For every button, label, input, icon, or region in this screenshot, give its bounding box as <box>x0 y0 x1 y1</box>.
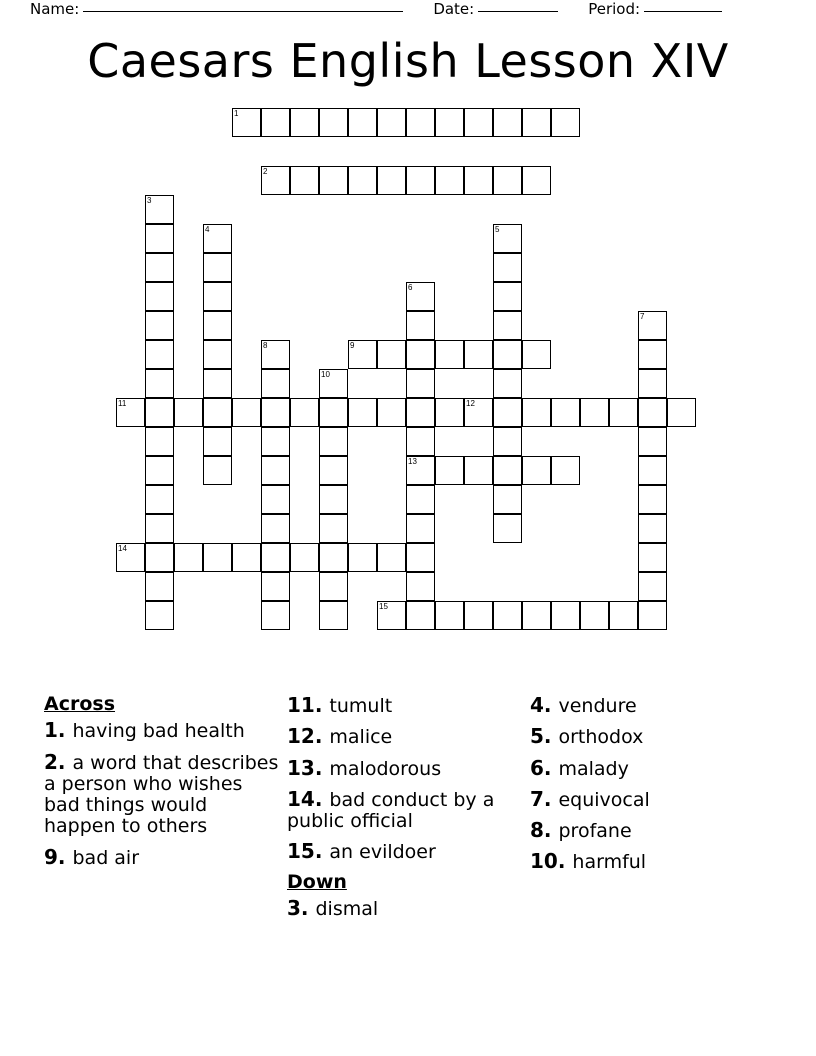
name-label: Name: <box>30 0 80 18</box>
crossword-cell[interactable] <box>145 485 174 514</box>
crossword-cell[interactable] <box>406 485 435 514</box>
crossword-cell[interactable] <box>406 166 435 195</box>
crossword-cell[interactable] <box>435 456 464 485</box>
crossword-cell[interactable] <box>609 601 638 630</box>
crossword-cell[interactable] <box>406 427 435 456</box>
crossword-cell[interactable] <box>203 427 232 456</box>
crossword-cell[interactable] <box>290 108 319 137</box>
crossword-cell[interactable] <box>261 572 290 601</box>
crossword-cell[interactable] <box>406 572 435 601</box>
cell-number: 2 <box>263 167 268 176</box>
crossword-cell[interactable] <box>319 398 348 427</box>
crossword-cell[interactable] <box>145 427 174 456</box>
crossword-cell[interactable] <box>232 108 261 137</box>
crossword-cell[interactable] <box>203 311 232 340</box>
crossword-cell[interactable] <box>261 427 290 456</box>
clue-number: 8. <box>530 818 559 843</box>
clue-item <box>530 725 770 748</box>
crossword-cell[interactable] <box>261 514 290 543</box>
crossword-cell[interactable] <box>493 398 522 427</box>
crossword-cell[interactable] <box>493 514 522 543</box>
cell-number: 6 <box>408 283 413 292</box>
crossword-cell[interactable] <box>406 456 435 485</box>
crossword-cell[interactable] <box>203 456 232 485</box>
cell-number: 5 <box>495 225 500 234</box>
clue-text: harmful <box>572 851 647 874</box>
clue-text: a word that describes a person who wishes bad things would happen to others <box>44 751 279 838</box>
clue-item <box>530 850 770 873</box>
crossword-cell[interactable] <box>261 456 290 485</box>
period-blank-line[interactable] <box>644 11 722 12</box>
clue-item <box>530 819 770 842</box>
crossword-cell[interactable] <box>464 601 493 630</box>
crossword-cell[interactable] <box>406 369 435 398</box>
crossword-cell[interactable] <box>116 398 145 427</box>
clue-item <box>44 719 279 742</box>
crossword-cell[interactable] <box>203 253 232 282</box>
crossword-cell[interactable] <box>406 543 435 572</box>
crossword-cell[interactable] <box>406 340 435 369</box>
crossword-cell[interactable] <box>203 398 232 427</box>
crossword-cell[interactable] <box>406 282 435 311</box>
crossword-cell[interactable] <box>319 456 348 485</box>
cell-number: 14 <box>118 544 127 553</box>
crossword-cell[interactable] <box>261 369 290 398</box>
cell-number: 12 <box>466 399 475 408</box>
crossword-cell[interactable] <box>493 166 522 195</box>
crossword-cell[interactable] <box>377 398 406 427</box>
student-info-header <box>30 0 786 22</box>
crossword-cell[interactable] <box>203 224 232 253</box>
crossword-cell[interactable] <box>261 340 290 369</box>
crossword-cell[interactable] <box>464 456 493 485</box>
page-title: Caesars English Lesson XIV <box>87 34 729 88</box>
crossword-cell[interactable] <box>493 224 522 253</box>
crossword-cell[interactable] <box>319 427 348 456</box>
clues-column-1 <box>44 694 279 877</box>
clue-number: 6. <box>530 755 559 780</box>
crossword-cell[interactable] <box>145 572 174 601</box>
crossword-cell[interactable] <box>638 456 667 485</box>
clue-text: vendure <box>558 695 637 717</box>
crossword-cell[interactable] <box>319 369 348 398</box>
crossword-cell[interactable] <box>406 514 435 543</box>
clue-item <box>44 751 279 838</box>
clue-number: 10. <box>530 849 573 874</box>
crossword-cell[interactable] <box>406 398 435 427</box>
crossword-cell[interactable] <box>377 108 406 137</box>
crossword-cell[interactable] <box>319 166 348 195</box>
crossword-cell[interactable] <box>319 543 348 572</box>
crossword-cell[interactable] <box>638 572 667 601</box>
crossword-cell[interactable] <box>261 398 290 427</box>
clue-number: 9. <box>44 844 73 869</box>
crossword-cell[interactable] <box>435 108 464 137</box>
crossword-cell[interactable] <box>261 543 290 572</box>
crossword-cell[interactable] <box>638 543 667 572</box>
crossword-cell[interactable] <box>319 514 348 543</box>
crossword-cell[interactable] <box>319 108 348 137</box>
clue-item <box>530 788 770 811</box>
clue-text: malodorous <box>329 757 442 780</box>
crossword-cell[interactable] <box>319 485 348 514</box>
crossword-cell[interactable] <box>522 601 551 630</box>
crossword-cell[interactable] <box>464 166 493 195</box>
clue-number: 1. <box>44 718 73 743</box>
period-label: Period: <box>588 0 641 18</box>
crossword-cell[interactable] <box>377 601 406 630</box>
crossword-cell[interactable] <box>290 166 319 195</box>
crossword-cell[interactable] <box>667 398 696 427</box>
crossword-cell[interactable] <box>522 340 551 369</box>
crossword-cell[interactable] <box>145 253 174 282</box>
crossword-cell[interactable] <box>435 601 464 630</box>
clue-number: 12. <box>287 724 330 749</box>
crossword-cell[interactable] <box>638 601 667 630</box>
clue-item <box>287 788 517 833</box>
crossword-cell[interactable] <box>145 601 174 630</box>
crossword-cell[interactable] <box>493 340 522 369</box>
crossword-cell[interactable] <box>551 601 580 630</box>
name-blank-line[interactable] <box>83 11 403 12</box>
crossword-cell[interactable] <box>290 543 319 572</box>
clue-item <box>287 840 517 863</box>
crossword-cell[interactable] <box>406 108 435 137</box>
cell-number: 9 <box>350 341 355 350</box>
crossword-cell[interactable] <box>145 514 174 543</box>
crossword-cell[interactable] <box>203 369 232 398</box>
clue-item <box>530 694 770 717</box>
crossword-cell[interactable] <box>638 398 667 427</box>
clue-number: 11. <box>287 693 330 717</box>
clue-item <box>530 757 770 780</box>
crossword-cell[interactable] <box>348 108 377 137</box>
crossword-cell[interactable] <box>145 398 174 427</box>
crossword-cell[interactable] <box>638 340 667 369</box>
crossword-cell[interactable] <box>348 166 377 195</box>
clue-text: dismal <box>315 897 379 920</box>
clue-item <box>287 725 517 748</box>
clues-section <box>44 694 774 994</box>
crossword-cell[interactable] <box>493 108 522 137</box>
crossword-cell[interactable] <box>580 398 609 427</box>
cell-number: 13 <box>408 457 417 466</box>
crossword-cell[interactable] <box>522 456 551 485</box>
clue-text: bad air <box>72 846 140 869</box>
crossword-cell[interactable] <box>145 543 174 572</box>
crossword-cell[interactable] <box>116 543 145 572</box>
clue-text: having bad health <box>72 720 245 743</box>
crossword-cell[interactable] <box>493 485 522 514</box>
crossword-cell[interactable] <box>580 601 609 630</box>
crossword-cell[interactable] <box>232 543 261 572</box>
crossword-cell[interactable] <box>261 601 290 630</box>
crossword-cell[interactable] <box>319 601 348 630</box>
crossword-cell[interactable] <box>493 369 522 398</box>
date-label: Date: <box>433 0 475 18</box>
crossword-cell[interactable] <box>174 398 203 427</box>
cell-number: 4 <box>205 225 210 234</box>
cell-number: 1 <box>234 109 239 118</box>
crossword-cell[interactable] <box>638 311 667 340</box>
crossword-cell[interactable] <box>145 195 174 224</box>
crossword-cell[interactable] <box>493 427 522 456</box>
crossword-cell[interactable] <box>493 282 522 311</box>
clue-text: malice <box>329 726 393 749</box>
clue-number: 7. <box>530 786 559 811</box>
crossword-cell[interactable] <box>290 398 319 427</box>
crossword-cell[interactable] <box>522 108 551 137</box>
crossword-cell[interactable] <box>406 601 435 630</box>
crossword-cell[interactable] <box>493 456 522 485</box>
clue-item <box>287 897 517 920</box>
crossword-cell[interactable] <box>348 398 377 427</box>
crossword-cell[interactable] <box>145 456 174 485</box>
clue-number: 4. <box>530 693 559 717</box>
crossword-cell[interactable] <box>551 398 580 427</box>
crossword-cell[interactable] <box>435 340 464 369</box>
crossword-cell[interactable] <box>522 166 551 195</box>
clues-section-heading: Across <box>44 693 116 715</box>
crossword-cell[interactable] <box>261 485 290 514</box>
crossword-cell[interactable] <box>348 543 377 572</box>
clue-item <box>44 846 279 869</box>
clue-number: 15. <box>287 839 330 864</box>
crossword-cell[interactable] <box>551 456 580 485</box>
crossword-cell[interactable] <box>174 543 203 572</box>
crossword-cell[interactable] <box>493 311 522 340</box>
crossword-cell[interactable] <box>145 311 174 340</box>
crossword-cell[interactable] <box>522 398 551 427</box>
clues-column-3 <box>530 694 770 882</box>
crossword-cell[interactable] <box>261 108 290 137</box>
clue-text: malady <box>558 757 629 780</box>
crossword-grid[interactable] <box>0 108 816 668</box>
cell-number: 15 <box>379 602 388 611</box>
crossword-cell[interactable] <box>638 369 667 398</box>
crossword-cell[interactable] <box>638 427 667 456</box>
crossword-cell[interactable] <box>638 514 667 543</box>
crossword-cell[interactable] <box>377 166 406 195</box>
clue-text: equivocal <box>558 788 650 811</box>
clue-text: tumult <box>329 695 393 717</box>
crossword-cell[interactable] <box>319 572 348 601</box>
crossword-cell[interactable] <box>406 311 435 340</box>
cell-number: 3 <box>147 196 152 205</box>
clue-number: 13. <box>287 755 330 780</box>
crossword-cell[interactable] <box>609 398 638 427</box>
crossword-cell[interactable] <box>435 398 464 427</box>
clue-number: 3. <box>287 895 316 920</box>
crossword-cell[interactable] <box>203 340 232 369</box>
clue-number: 5. <box>530 724 559 749</box>
crossword-cell[interactable] <box>551 108 580 137</box>
crossword-cell[interactable] <box>638 485 667 514</box>
crossword-cell[interactable] <box>435 166 464 195</box>
crossword-cell[interactable] <box>377 543 406 572</box>
crossword-cell[interactable] <box>203 543 232 572</box>
crossword-cell[interactable] <box>145 369 174 398</box>
crossword-cell[interactable] <box>493 253 522 282</box>
clues-section-heading: Down <box>287 870 347 893</box>
crossword-cell[interactable] <box>377 340 406 369</box>
cell-number: 10 <box>321 370 330 379</box>
clue-text: an evildoer <box>329 841 436 864</box>
clue-item <box>287 694 517 717</box>
clue-item <box>287 757 517 780</box>
crossword-cell[interactable] <box>145 282 174 311</box>
crossword-cell[interactable] <box>232 398 261 427</box>
clue-number: 14. <box>287 786 330 811</box>
date-blank-line[interactable] <box>478 11 558 12</box>
crossword-cell[interactable] <box>203 282 232 311</box>
crossword-cell[interactable] <box>348 340 377 369</box>
crossword-cell[interactable] <box>464 398 493 427</box>
crossword-cell[interactable] <box>145 224 174 253</box>
cell-number: 11 <box>118 399 127 408</box>
crossword-cell[interactable] <box>261 166 290 195</box>
crossword-cell[interactable] <box>464 340 493 369</box>
crossword-cell[interactable] <box>145 340 174 369</box>
crossword-cell[interactable] <box>464 108 493 137</box>
clue-text: profane <box>558 820 632 843</box>
cell-number: 8 <box>263 341 268 350</box>
clue-text: orthodox <box>558 726 644 749</box>
crossword-cell[interactable] <box>493 601 522 630</box>
cell-number: 7 <box>640 312 645 321</box>
clue-text: bad conduct by a public official <box>287 788 495 833</box>
clues-column-2 <box>287 694 517 928</box>
clue-number: 2. <box>44 749 73 774</box>
